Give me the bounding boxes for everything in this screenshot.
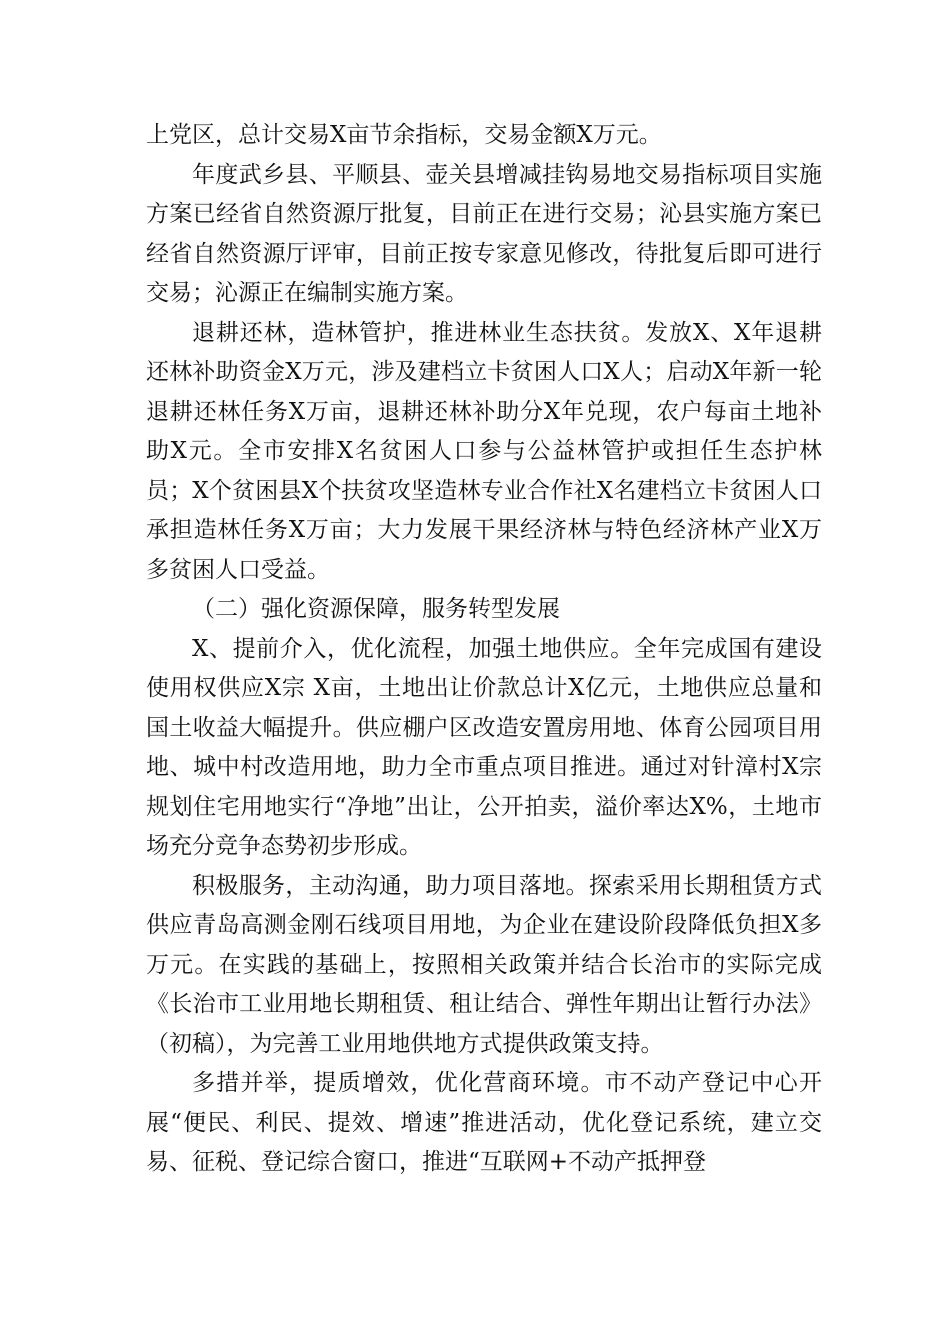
paragraph-exchange-projects: 年度武乡县、平顺县、壶关县增减挂钩易地交易指标项目实施方案已经省自然资源厅批复，目前正在进行交易；沁县实施方案已经省自然资源厅评审，目前正按专家意见修改，待批复后即可进行交易；沁源正在编制实施方案。 — [146, 161, 822, 306]
paragraph-continuation: 上党区，总计交易X亩节余指标，交易金额X万元。 — [146, 122, 662, 148]
paragraph-reforestation: 退耕还林，造林管护，推进林业生态扶贫。发放X、X年退耕还林补助资金X万元，涉及建档立卡贫困人口X人；启动X年新一轮退耕还林任务X万亩，退耕还林补助分X年兑现，农户每亩土地补助X元。全市安排X名贫困人口参与公益林管护或担任生态护林员；X个贫困县X个扶贫攻坚造林专业合作社X名建档立卡贫困人口承担造林任务X万亩；大力发展干果经济林与特色经济林产业X万多贫困人口受益。 — [146, 319, 822, 583]
section-heading: （二）强化资源保障，服务转型发展 — [192, 596, 560, 622]
paragraph-land-supply: X、提前介入，优化流程，加强土地供应。全年完成国有建设使用权供应X宗 X亩，土地出让价款总计X亿元，土地供应总量和国土收益大幅提升。供应棚户区改造安置房用地、体育公园项目用地、城中村改造用地，助力全市重点项目推进。通过对针漳村X宗规划住宅用地实行“净地”出让，公开拍卖，溢价率达X%，土地市场充分竞争态势初步形成。 — [146, 635, 822, 859]
paragraph-project-service: 积极服务，主动沟通，助力项目落地。探索采用长期租赁方式供应青岛高测金刚石线项目用地，为企业在建设阶段降低负担X多万元。在实践的基础上，按照相关政策并结合长治市的实际完成《长治市工业用地长期租赁、租让结合、弹性年期出让暂行办法》（初稿），为完善工业用地供地方式提供政策支持。 — [146, 872, 822, 1057]
paragraph-business-environment: 多措并举，提质增效，优化营商环境。市不动产登记中心开展“便民、利民、提效、增速”推进活动，优化登记系统，建立交易、征税、登记综合窗口，推进“互联网+不动产抵押登 — [146, 1070, 822, 1175]
document-body — [146, 116, 822, 1183]
